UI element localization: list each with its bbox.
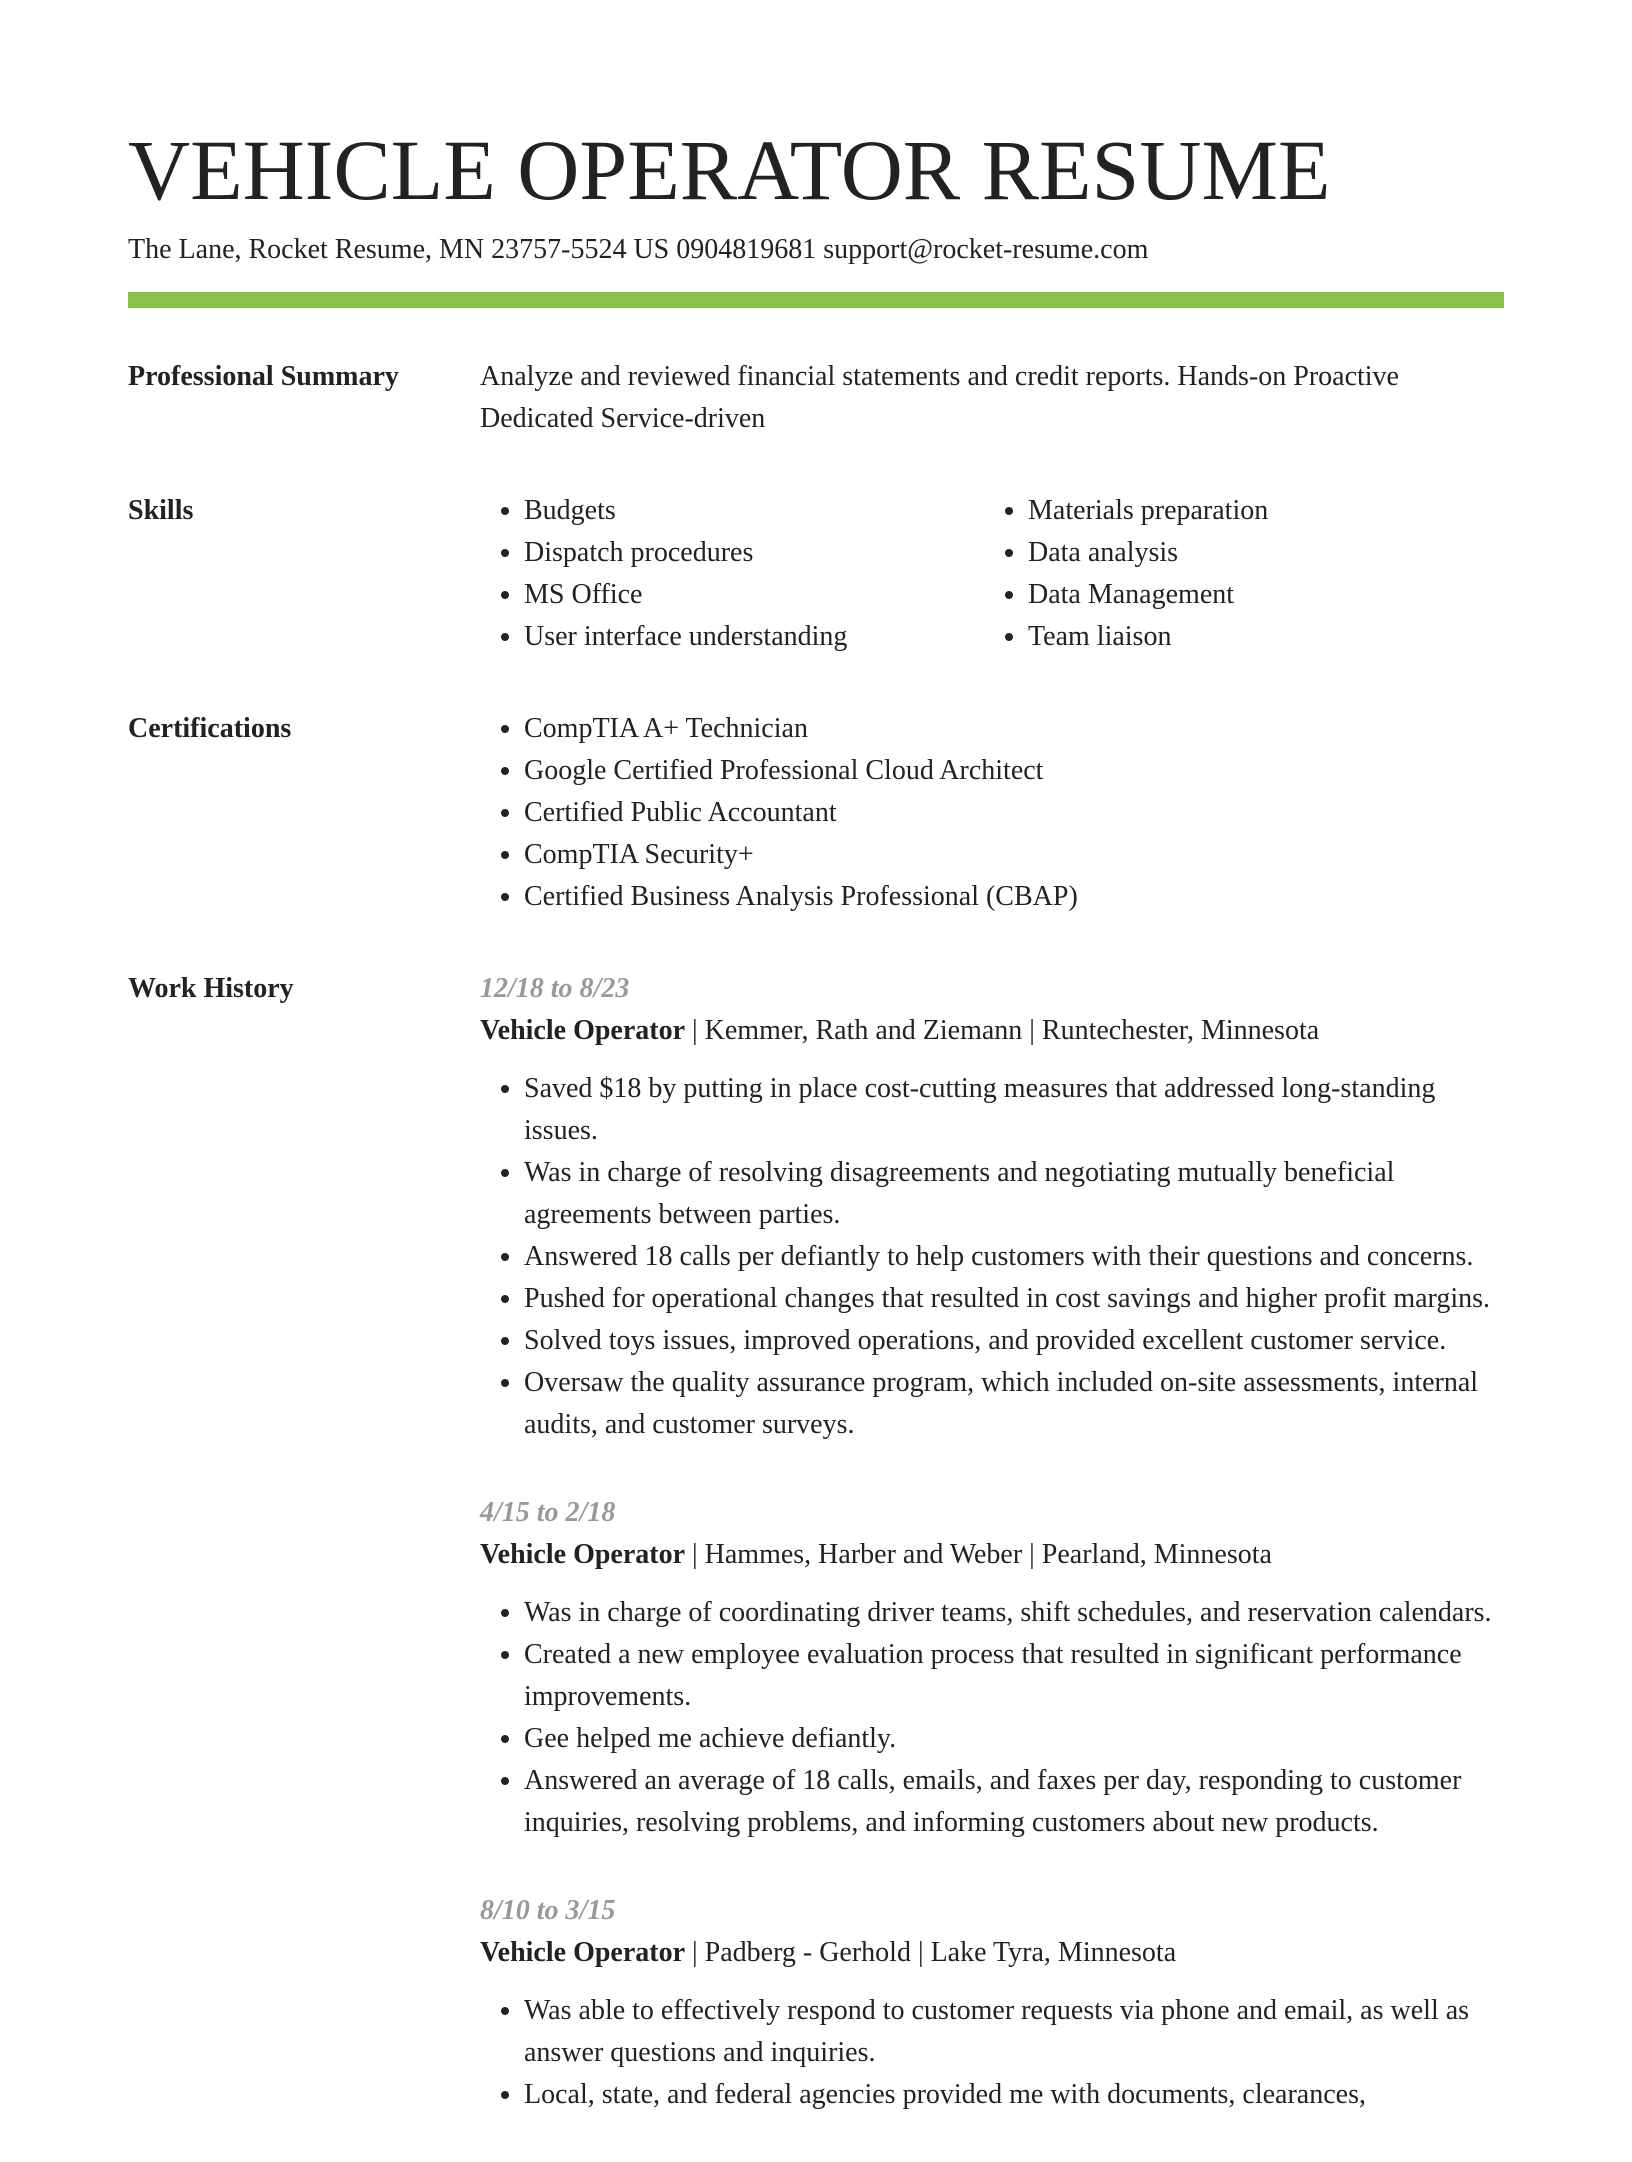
job-bullet: • Created a new employee evaluation process that resulted in significant performance improvements. [524,1634,1504,1718]
job-entry [480,1890,1504,2116]
job-bullet: • Gee helped me achieve defiantly. [524,1718,1504,1760]
skill-item: • Team liaison [1028,616,1488,658]
skills-label: Skills [128,495,194,526]
job-bullet: • Oversaw the quality assurance program, which included on-site assessments, internal audits, and customer surveys. [524,1362,1504,1446]
certification-item: • Certified Public Accountant [524,792,1504,834]
summary-text: Analyze and reviewed financial statements and credit reports. Hands-on Proactive Dedicated Service-driven [480,361,1399,434]
job-bullet: • Answered 18 calls per defiantly to help customers with their questions and concerns. [524,1236,1504,1278]
job-heading [480,1932,1504,1974]
job-bullet: • Local, state, and federal agencies provided me with documents, clearances, [524,2074,1504,2116]
work-history-section [128,968,1504,2162]
skills-list-right [984,490,1488,658]
job-title: Vehicle Operator [480,1015,686,1046]
job-bullet: • Solved toys issues, improved operations, and provided excellent customer service. [524,1320,1504,1362]
skills-section [128,490,1504,658]
job-details: | Padberg - Gerhold | Lake Tyra, Minnesota [685,1937,1177,1968]
job-date: 12/18 to 8/23 [480,973,630,1004]
job-bullets [480,1068,1504,1446]
certifications-section [128,708,1504,918]
job-bullet: • Saved $18 by putting in place cost-cutting measures that addressed long-standing issues. [524,1068,1504,1152]
job-title: Vehicle Operator [480,1937,686,1968]
resume-page [128,120,1504,2162]
certification-item: • Certified Business Analysis Professional (CBAP) [524,876,1504,918]
job-bullet: • Was able to effectively respond to customer requests via phone and email, as well as answer questions and inquiries. [524,1990,1504,2074]
contact-line: The Lane, Rocket Resume, MN 23757-5524 US 0904819681 support@rocket-resume.com [128,234,1149,265]
work-history-label: Work History [128,973,294,1004]
job-bullet: • Answered an average of 18 calls, emails, and faxes per day, responding to customer inquiries, resolving problems, and informing customers about new products. [524,1760,1504,1844]
job-date: 4/15 to 2/18 [480,1497,616,1528]
certification-item: • CompTIA Security+ [524,834,1504,876]
certification-item: • Google Certified Professional Cloud Architect [524,750,1504,792]
skills-list-left [480,490,984,658]
summary-section [128,356,1504,440]
certification-item: • CompTIA A+ Technician [524,708,1504,750]
skill-item: • User interface understanding [524,616,984,658]
job-entry [480,968,1504,1446]
certifications-label: Certifications [128,713,292,744]
skill-item: • MS Office [524,574,984,616]
summary-label: Professional Summary [128,361,399,392]
job-details: | Kemmer, Rath and Ziemann | Runtechester, Minnesota [685,1015,1320,1046]
job-bullet: • Pushed for operational changes that resulted in cost savings and higher profit margins. [524,1278,1504,1320]
job-details: | Hammes, Harber and Weber | Pearland, Minnesota [685,1539,1272,1570]
job-bullets [480,1592,1504,1844]
skill-item: • Data analysis [1028,532,1488,574]
skill-item: • Data Management [1028,574,1488,616]
job-heading [480,1010,1504,1052]
resume-title: VEHICLE OPERATOR RESUME [128,122,1331,218]
skill-item: • Budgets [524,490,984,532]
skill-item: • Dispatch procedures [524,532,984,574]
accent-divider [128,292,1504,308]
skill-item: • Materials preparation [1028,490,1488,532]
job-date: 8/10 to 3/15 [480,1895,616,1926]
certifications-list [480,708,1504,918]
job-heading [480,1534,1504,1576]
job-bullet: • Was in charge of resolving disagreements and negotiating mutually beneficial agreements between parties. [524,1152,1504,1236]
job-title: Vehicle Operator [480,1539,686,1570]
job-entry [480,1492,1504,1844]
job-bullet: • Was in charge of coordinating driver teams, shift schedules, and reservation calendars. [524,1592,1504,1634]
job-bullets [480,1990,1504,2116]
